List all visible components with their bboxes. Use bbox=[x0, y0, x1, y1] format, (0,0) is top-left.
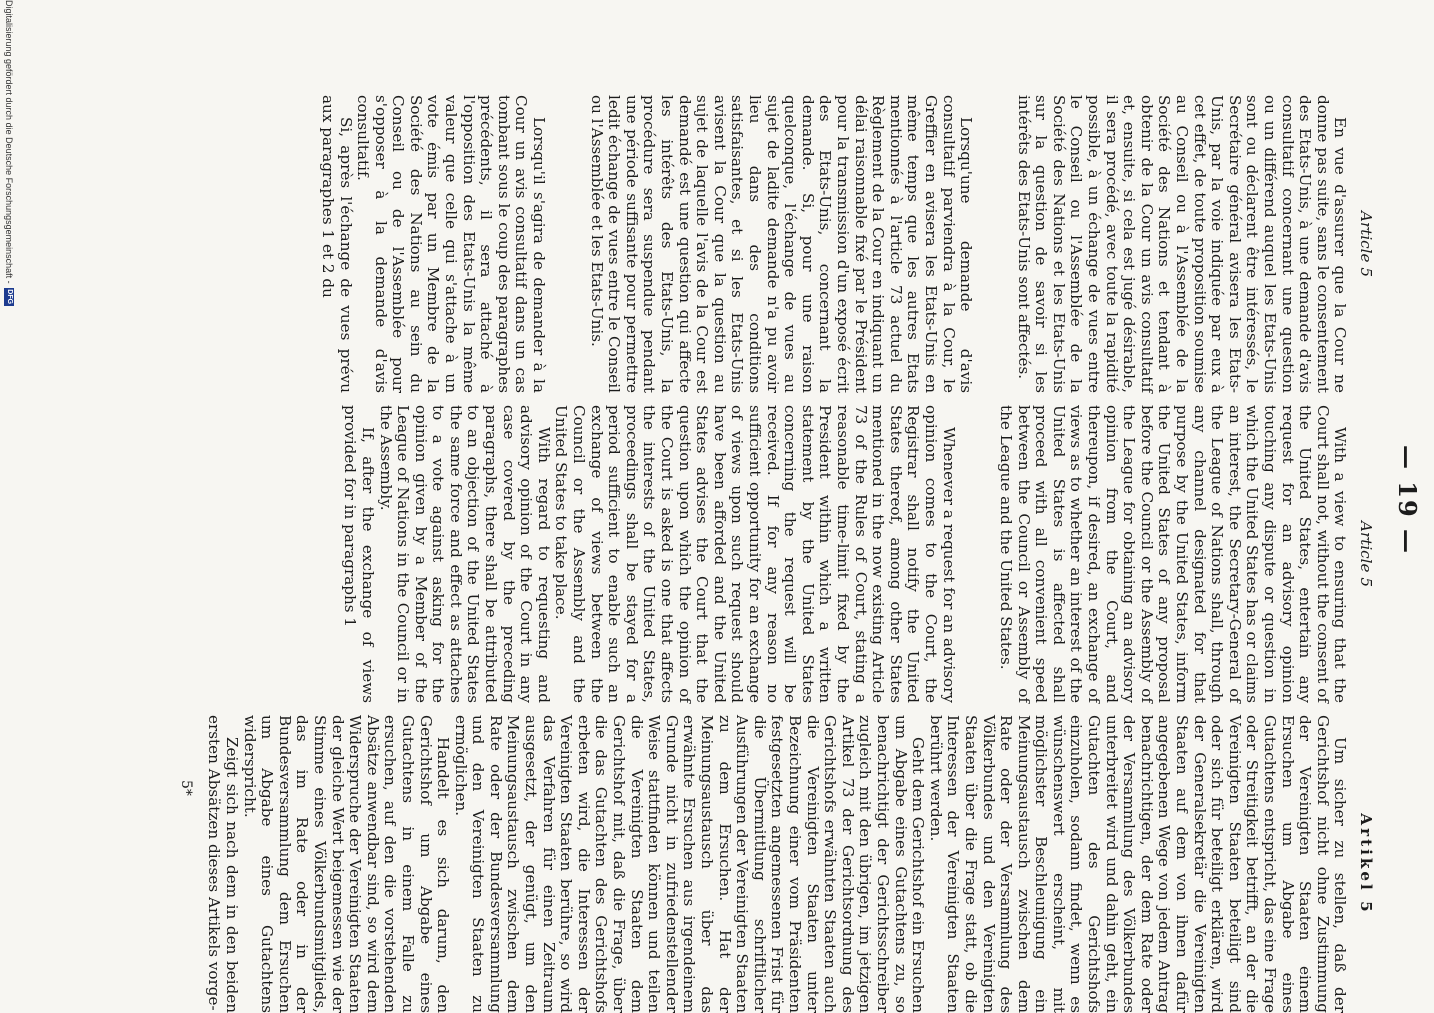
french-paragraph-4: Si, après l'échange de vues prévu aux paragraphes 1 et 2 du bbox=[318, 95, 355, 393]
german-paragraph-1: Um sicher zu stellen, daß der Gerichtshof nicht ohne Zustimmung der Vereinigten Staaten einem Ersuchen um Abgabe eines Gutachtens entspricht, das eine Frage oder Streitigkeit betrifft, an der die Vereinigten Staaten beteiligt sind oder sich für beteiligt erklären, wird der Generalsekretär die Vereinigten Staaten auf dem von ihnen dafür angegebenen Wege von jedem Antrag benachrichtigen, der dem Rate oder der Versammlung des Völkerbundes unterbreitet wird und dahin geht, ein Gutachten des Gerichtshofs einzuholen, sodann findet, wenn es wünschenswert erscheint, mit möglichster Beschleunigung ein Meinungsaustausch zwischen dem Rate oder der Versammlung des Völkerbundes und den Vereinigten Staaten über die Frage statt, ob die Interessen der Vereinigten Staaten berührt werden. bbox=[926, 715, 1350, 1013]
french-paragraph-2: Lorsqu'une demande d'avis consultatif parviendra à la Cour, le Greffier en avisera les Etats-Unis en même temps que les autres Etats mentionnés à l'article 73 actuel du Règlement de la Cour en indiquant un délai raisonnable fixé par le Président pour la transmission d'un exposé écrit des Etats-Unis, concernant la demande. Si, pour une raison quelconque, l'échange de vues au sujet de ladite demande n'a pu avoir lieu dans des conditions satisfaisantes, et si les Etats-Unis avisent la Cour que la question au sujet de laquelle l'avis de la Cour est demandé est une question qui affecte les intérêts des Etats-Unis, la procédure sera suspendue pendant une période suffisante pour permettre ledit échange de vues entre le Conseil ou l'Assemblée et les Etats-Unis. bbox=[587, 95, 976, 393]
page-number: — 19 — bbox=[1393, 444, 1422, 556]
english-heading: Article 5 bbox=[1357, 520, 1375, 588]
dfg-logo-icon: DFG bbox=[6, 289, 13, 305]
english-paragraph-2: Whenever a request for an advisory opinion comes to the Court, the Registrar shall notify the United States thereof, among other States mentioned in the now existing Article 73 of the Rules of Court, stating a reasonable time-limit fixed by the President within which a written statement by the United States concerning the request will be received. If for any reason no sufficient opportunity for an exchange of views upon such request should have been afforded and the United States advises the Court that the question upon which the opinion of the Court is asked is one that affects the interests of the United States, proceedings shall be stayed for a period sufficient to enable such an exchange of views between the Council or the Assembly and the United States to take place. bbox=[552, 405, 958, 703]
german-paragraph-2: Geht dem Gerichtshof ein Ersuchen um Abgabe eines Gutachtens zu, so benachrichtigt der Gerichtsschreiber zugleich mit den übrigen, im jetzigen Artikel 73 der Gerichtsordnung des Gerichtshofs erwähnten Staaten auch die Vereinigten Staaten unter Bezeichnung einer vom Präsidenten festgesetzten angemessenen Frist für die Übermittlung schriftlicher Ausführungen der Vereinigten Staaten zu dem Ersuchen. Hat der Meinungsaustausch über das erwähnte Ersuchen aus irgendeinem Grunde nicht in zufriedenstellender Weise stattfinden können und teilen die Vereinigten Staaten dem Gerichtshof mit, daß die Frage, über die das Gutachten des Gerichtshofs erbeten wird, die Interessen der Vereinigten Staaten berühre, so wird das Verfahren für einen Zeitraum ausgesetzt, der genügt, um den Meinungsaustausch zwischen dem Rate oder der Bundesversammlung und den Vereinigten Staaten zu ermöglichen. bbox=[451, 715, 928, 1013]
german-heading: Artikel 5 bbox=[1357, 813, 1375, 915]
french-column bbox=[318, 95, 1374, 393]
signature-mark: 5* bbox=[178, 780, 194, 796]
german-paragraph-3: Handelt es sich darum, den Gerichtshof um Abgabe eines Gutachtens in einem Falle zu ersuchen, auf den die vorstehenden Absätze anwendbar sind, so wird dem Widerspruche der Vereinigten Staaten der gleiche Wert beigemessen wie der Stimme eines Völkerbundsmitglieds, das im Rate oder in der Bundesversammlung dem Ersuchen um Abgabe eines Gutachtens widerspricht. bbox=[240, 715, 453, 1013]
english-paragraph-1: With a view to ensuring that the Court shall not, without the consent of the United States, entertain any request for an advisory opinion touching any dispute or question in which the United States has or claims an interest, the Secretary-General of the League of Nations shall, through any channel designated for that purpose by the United States, inform the United States of any proposal before the Council or the Assembly of the League for obtaining an advisory opinion from the Court, and thereupon, if desired, an exchange of views as to whether an interest of the United States is affected shall proceed with all convenient speed between the Council or Assembly of the League and the United States. bbox=[997, 405, 1350, 703]
french-heading: Article 5 bbox=[1357, 210, 1375, 278]
german-column bbox=[205, 715, 1374, 1013]
english-column bbox=[341, 405, 1374, 703]
english-paragraph-4: If, after the exchange of views provided for in paragraphs 1 bbox=[341, 405, 377, 703]
digitization-credit bbox=[4, 0, 14, 1000]
german-paragraph-4: Zeigt sich nach dem in den beiden ersten Absätzen dieses Artikels vorge- bbox=[205, 715, 241, 1013]
credit-text: Digitalisierung gefördert durch die Deutsche Forschungsgemeinschaft - bbox=[4, 0, 14, 284]
english-paragraph-3: With regard to requesting and advisory opinion of the Court in any case covered by the preceding paragraphs, there shall be attributed to an objection of the United States the same force and effect as attaches to a vote against asking for the opinion given by a Member of the League of Nations in the Council or in the Assembly. bbox=[376, 405, 553, 703]
french-paragraph-3: Lorsqu'il s'agira de demander à la Cour un avis consultatif dans un cas tombant sous le coup des paragraphes précédents, il sera attaché à l'opposition des Etats-Unis la même valeur que celle qui s'attache à un vote émis par un Membre de la Société des Nations au sein du Conseil ou de l'Assemblée pour s'opposer à la demande d'avis consultatif. bbox=[354, 95, 549, 393]
french-paragraph-1: En vue d'assurer que la Cour ne donne pas suite, sans le consentement des Etats-Unis, à une demande d'avis consultatif concernant une question ou un différend auquel les Etats-Unis sont ou déclarent être intéressés, le Secrétaire général avisera les Etats-Unis, par la voie indiquée par eux à cet effet, de toute proposition soumise au Conseil ou à l'Assemblée de la Société des Nations et tendant à obtenir de la Cour un avis consultatif et, ensuite, si cela est jugé désirable, il sera procédé, avec toute la rapidité possible, à un échange de vues entre le Conseil ou l'Assemblée de la Société des Nations et les Etats-Unis sur la question de savoir si les intérêts des Etats-Unis sont affectés. bbox=[1014, 95, 1350, 393]
